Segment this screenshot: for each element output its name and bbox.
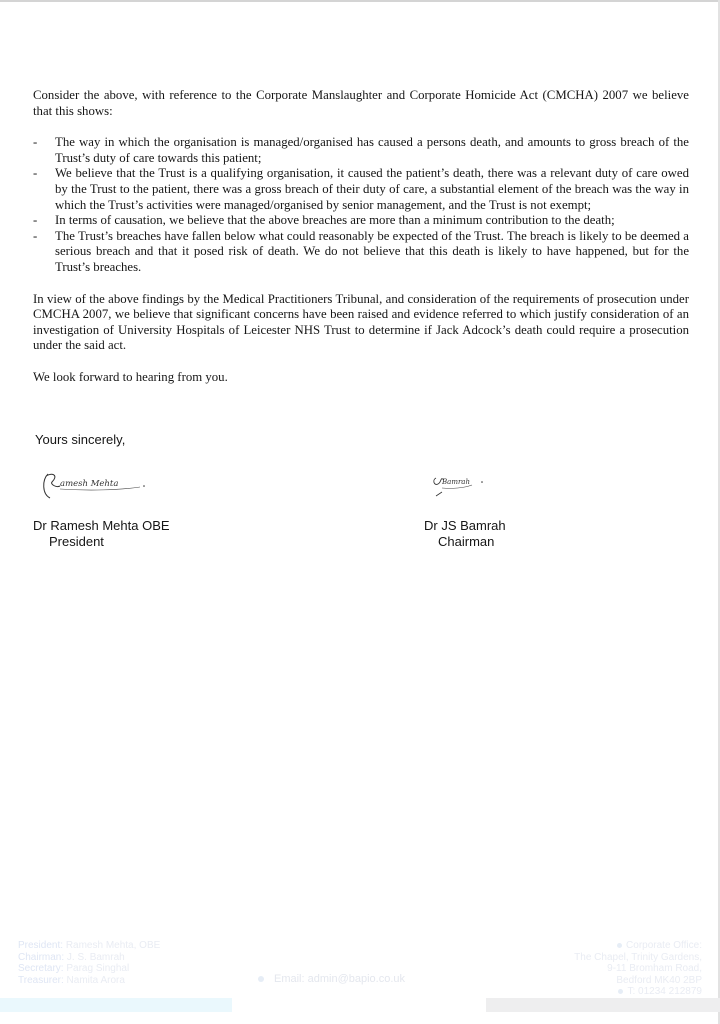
bullet-dash: - (33, 228, 38, 243)
svg-text:amesh Mehta: amesh Mehta (60, 479, 119, 489)
list-item (33, 135, 689, 166)
svg-text:Bamrah: Bamrah (442, 478, 470, 486)
signatory-name: Dr JS Bamrah (424, 518, 506, 533)
footer-band-right (486, 998, 720, 1012)
valediction: Yours sincerely, (35, 432, 126, 447)
footer-officers (18, 940, 160, 986)
footer-officer-row: Chairman: J. S. Bamrah (18, 951, 125, 963)
footer-officer-row: Secretary: Parag Singhal (18, 963, 130, 974)
footer-address-line: Bedford MK40 2BP (616, 974, 702, 986)
bullet-dash: - (33, 213, 38, 228)
footer-band-middle (232, 998, 486, 1012)
signatory-president (33, 518, 170, 550)
phone-icon (618, 989, 623, 994)
signatory-title: Chairman (438, 534, 495, 549)
list-item (33, 229, 689, 276)
footer-address-line: T: 01234 212879 (574, 986, 702, 998)
list-item (33, 166, 689, 213)
footer-address-line: Corporate Office: (574, 940, 702, 952)
bullet-dash: - (33, 135, 38, 150)
email-icon (258, 976, 264, 982)
signatory-chairman (424, 518, 506, 550)
findings-paragraph: In view of the above findings by the Medical Practitioners Tribunal, and consideration of the requirements of prosecution under CMCHA 2007, we believe that significant concerns have been raised and evidence referred to which justify consideration of an investigation of University Hospitals of Leicester NHS Trust to determine if Jack Adcock’s death could require a prosecution under the said act. (33, 291, 689, 353)
bullet-dash: - (33, 166, 38, 181)
point-text: We believe that the Trust is a qualifying organisation, it caused the patient’s death, there was a relevant duty of care owed by the Trust to the patient, there was a gross breach of their duty of care, a substantial element of the breach was the way in which the Trust’s activities were managed/organised by senior management, and the Trust is not exempt; (55, 166, 689, 212)
signatory-title: President (49, 534, 104, 549)
footer-address (574, 940, 702, 998)
point-text: In terms of causation, we believe that the above breaches are more than a minimum contribution to the death; (55, 213, 615, 228)
location-icon (617, 943, 622, 948)
signature-js-bamrah (428, 470, 498, 504)
intro-paragraph: Consider the above, with reference to the Corporate Manslaughter and Corporate Homicide Act (CMCHA) 2007 we believe that this shows: (33, 88, 689, 118)
point-text: The way in which the organisation is managed/organised has caused a persons death, and amounts to gross breach of the Trust’s duty of care towards this patient; (55, 135, 689, 165)
list-item (33, 213, 689, 229)
footer-email (258, 973, 405, 985)
footer-band-left (0, 998, 232, 1012)
closing-line: We look forward to hearing from you. (33, 369, 228, 384)
top-border (0, 0, 720, 2)
footer-address-line: 9-11 Bromham Road, (607, 963, 702, 974)
footer-email-text: Email: admin@bapio.co.uk (274, 973, 406, 985)
letter-body (33, 88, 689, 386)
footer-officer-row: President: Ramesh Mehta, OBE (18, 940, 161, 951)
footer-officer-row: Treasurer: Namita Arora (18, 974, 125, 986)
signature-ramesh-mehta (40, 466, 150, 502)
point-text: The Trust’s breaches have fallen below what could reasonably be expected of the Trust. The breach is likely to be deemed a serious breach and that it posed risk of death. We do not believe that this death is likely to have happened, but for the Trust’s breaches. (55, 228, 689, 274)
signatory-name: Dr Ramesh Mehta OBE (33, 518, 170, 533)
points-list (33, 135, 689, 275)
footer-address-line: The Chapel, Trinity Gardens, (574, 951, 702, 963)
